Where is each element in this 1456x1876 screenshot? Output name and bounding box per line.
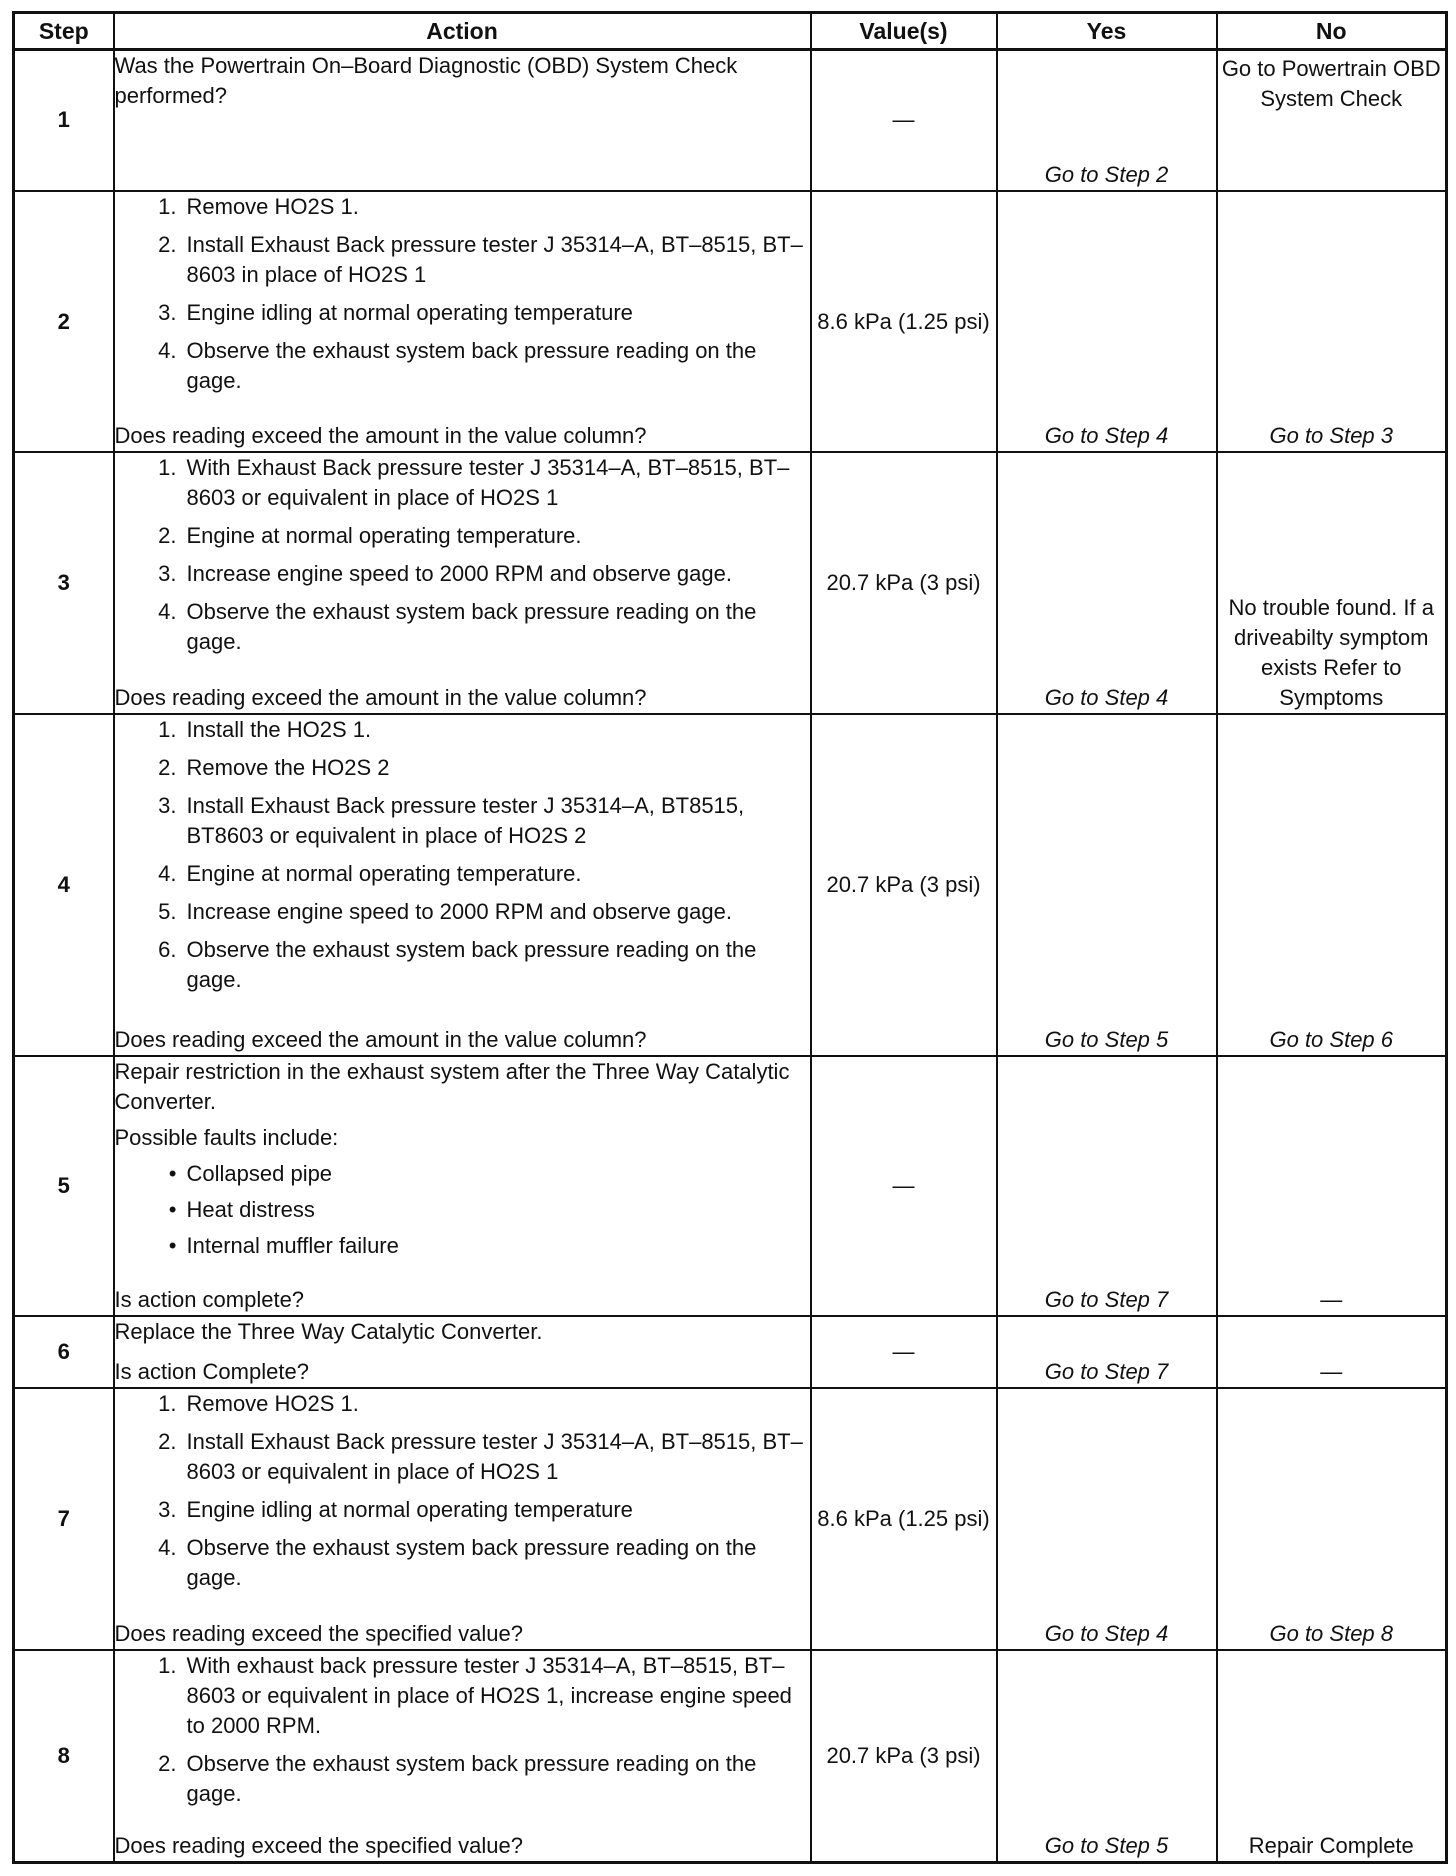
yes-result: Go to Step 4 xyxy=(997,191,1217,452)
action-steps-list xyxy=(115,1651,810,1817)
action-step-number: 4. xyxy=(158,860,177,886)
bullet-icon: • xyxy=(168,1233,177,1259)
fault-text: Heat distress xyxy=(186,1197,315,1223)
no-result: Go to Powertrain OBD System Check xyxy=(1217,50,1447,191)
action-content xyxy=(115,453,810,712)
action-step-text: Remove HO2S 1. xyxy=(186,193,359,219)
no-result: — xyxy=(1217,1316,1447,1389)
table-row xyxy=(14,714,1447,1057)
action-step-text: Install Exhaust Back pressure tester J 35314–A, BT–8515, BT–8603 or equivalent in place of HO2S 1 xyxy=(186,1429,803,1485)
header-values: Value(s) xyxy=(811,13,997,50)
action-step-text: Observe the exhaust system back pressure reading on the gage. xyxy=(186,337,757,393)
action-question: Is action Complete? xyxy=(114,1359,309,1385)
action-cell xyxy=(114,452,811,713)
action-question: Does reading exceed the amount in the value column? xyxy=(114,684,647,710)
yes-result: Go to Step 4 xyxy=(997,452,1217,713)
action-step-number: 3. xyxy=(158,1497,177,1523)
action-step-number: 4. xyxy=(158,599,177,625)
step-number: 6 xyxy=(14,1316,114,1389)
action-cell xyxy=(114,1388,811,1649)
value-cell: 20.7 kPa (3 psi) xyxy=(811,1650,997,1863)
step-number: 2 xyxy=(14,191,114,452)
table-row xyxy=(14,191,1447,452)
action-step-item xyxy=(115,715,810,745)
action-cell xyxy=(114,191,811,452)
diagnostic-table xyxy=(12,11,1448,1864)
action-step-text: Observe the exhaust system back pressure reading on the gage. xyxy=(186,599,757,655)
action-step-item xyxy=(115,1749,810,1809)
no-result: No trouble found. If a driveabilty symptom exists Refer to Symptoms xyxy=(1217,452,1447,713)
action-steps-list xyxy=(115,453,810,665)
action-step-text: Engine at normal operating temperature. xyxy=(186,860,582,886)
step-number: 8 xyxy=(14,1650,114,1863)
fault-item xyxy=(115,1195,810,1225)
action-step-item xyxy=(115,1651,810,1741)
header-step: Step xyxy=(14,13,114,50)
action-step-number: 1. xyxy=(158,1652,177,1678)
action-cell xyxy=(114,1650,811,1863)
header-action: Action xyxy=(114,13,811,50)
action-question: Does reading exceed the specified value? xyxy=(114,1833,523,1858)
action-step-number: 2. xyxy=(158,523,177,549)
action-step-number: 3. xyxy=(158,561,177,587)
action-step-text: Increase engine speed to 2000 RPM and observe gage. xyxy=(186,898,732,924)
action-step-item xyxy=(115,753,810,783)
action-content xyxy=(115,1057,810,1314)
action-text: Repair restriction in the exhaust system after the Three Way Catalytic Converter. xyxy=(114,1059,790,1115)
action-cell xyxy=(114,1056,811,1315)
action-step-text: Engine idling at normal operating temperature xyxy=(186,299,633,325)
yes-result: Go to Step 4 xyxy=(997,1388,1217,1649)
action-spacer xyxy=(115,1817,810,1831)
action-step-item xyxy=(115,1495,810,1525)
no-result: — xyxy=(1217,1056,1447,1315)
action-step-text: Observe the exhaust system back pressure reading on the gage. xyxy=(186,936,757,992)
table-row xyxy=(14,1316,1447,1389)
value-cell: — xyxy=(811,1316,997,1389)
action-step-item xyxy=(115,559,810,589)
action-step-number: 6. xyxy=(158,936,177,962)
action-content xyxy=(115,192,810,451)
action-step-text: Install Exhaust Back pressure tester J 35314–A, BT8515, BT8603 or equivalent in place of HO2S 2 xyxy=(186,792,745,848)
bullet-icon: • xyxy=(168,1161,177,1187)
action-step-item xyxy=(115,298,810,328)
action-text: Was the Powertrain On–Board Diagnostic (OBD) System Check performed? xyxy=(114,53,738,108)
value-cell: — xyxy=(811,1056,997,1315)
action-step-text: Install Exhaust Back pressure tester J 35314–A, BT–8515, BT–8603 in place of HO2S 1 xyxy=(186,231,803,287)
step-number: 5 xyxy=(14,1056,114,1315)
action-steps-list xyxy=(115,192,810,404)
fault-text: Internal muffler failure xyxy=(186,1233,399,1259)
action-step-text: With Exhaust Back pressure tester J 35314–A, BT–8515, BT–8603 or equivalent in place of HO2S 1 xyxy=(186,455,790,511)
action-step-text: Increase engine speed to 2000 RPM and observe gage. xyxy=(186,561,732,587)
action-question: Is action complete? xyxy=(114,1286,305,1312)
action-spacer xyxy=(115,1003,810,1026)
action-step-text: Observe the exhaust system back pressure reading on the gage. xyxy=(186,1750,757,1806)
yes-result: Go to Step 2 xyxy=(997,50,1217,191)
action-step-number: 2. xyxy=(158,754,177,780)
step-number: 3 xyxy=(14,452,114,713)
fault-item xyxy=(115,1231,810,1261)
table-row xyxy=(14,452,1447,713)
value-cell: 20.7 kPa (3 psi) xyxy=(811,714,997,1057)
table-row xyxy=(14,50,1447,191)
value-cell: 8.6 kPa (1.25 psi) xyxy=(811,191,997,452)
no-result: Go to Step 6 xyxy=(1217,714,1447,1057)
fault-item xyxy=(115,1159,810,1189)
action-step-text: Engine idling at normal operating temperature xyxy=(186,1497,633,1523)
action-question: Does reading exceed the amount in the value column? xyxy=(114,1027,647,1053)
step-number: 7 xyxy=(14,1388,114,1649)
no-result: Go to Step 8 xyxy=(1217,1388,1447,1649)
table-header-row xyxy=(14,13,1447,50)
action-step-number: 3. xyxy=(158,299,177,325)
step-number: 1 xyxy=(14,50,114,191)
action-step-item xyxy=(115,1389,810,1419)
yes-result: Go to Step 7 xyxy=(997,1056,1217,1315)
action-step-number: 1. xyxy=(158,1391,177,1417)
action-steps-list xyxy=(115,1389,810,1601)
yes-result: Go to Step 7 xyxy=(997,1316,1217,1389)
action-content xyxy=(115,1317,810,1388)
action-step-item xyxy=(115,192,810,222)
action-step-number: 2. xyxy=(158,1750,177,1776)
value-cell: — xyxy=(811,50,997,191)
action-step-text: With exhaust back pressure tester J 35314–A, BT–8515, BT–8603 or equivalent in place of HO2S 1, increase engine speed to 2000 RPM. xyxy=(186,1652,792,1738)
action-step-item xyxy=(115,597,810,657)
yes-result: Go to Step 5 xyxy=(997,1650,1217,1863)
action-cell xyxy=(114,1316,811,1389)
action-step-item xyxy=(115,521,810,551)
fault-list xyxy=(115,1159,810,1267)
action-step-item xyxy=(115,230,810,290)
action-content xyxy=(115,715,810,1056)
action-question: Does reading exceed the specified value? xyxy=(114,1620,523,1646)
action-step-number: 1. xyxy=(158,455,177,481)
value-cell: 20.7 kPa (3 psi) xyxy=(811,452,997,713)
action-step-number: 5. xyxy=(158,898,177,924)
action-step-text: Remove HO2S 1. xyxy=(186,1391,359,1417)
action-spacer xyxy=(115,1601,810,1618)
action-step-item xyxy=(115,453,810,513)
action-step-item xyxy=(115,1533,810,1593)
action-steps-list xyxy=(115,715,810,1003)
action-step-text: Remove the HO2S 2 xyxy=(186,754,390,780)
action-content xyxy=(115,51,810,190)
action-step-item xyxy=(115,336,810,396)
diagnostic-table-document xyxy=(12,11,1445,1864)
action-content xyxy=(115,1389,810,1648)
action-step-text: Observe the exhaust system back pressure reading on the gage. xyxy=(186,1535,757,1591)
value-cell: 8.6 kPa (1.25 psi) xyxy=(811,1388,997,1649)
action-step-number: 4. xyxy=(158,337,177,363)
action-step-text: Engine at normal operating temperature. xyxy=(186,523,582,549)
action-step-number: 2. xyxy=(158,231,177,257)
action-spacer xyxy=(115,117,810,190)
action-step-text: Install the HO2S 1. xyxy=(186,716,372,742)
action-cell xyxy=(114,714,811,1057)
action-step-item xyxy=(115,791,810,851)
bullet-icon: • xyxy=(168,1197,177,1223)
action-text: Possible faults include: xyxy=(114,1125,339,1151)
action-step-item xyxy=(115,1427,810,1487)
action-step-number: 1. xyxy=(158,193,177,219)
table-row xyxy=(14,1650,1447,1863)
action-question: Does reading exceed the amount in the value column? xyxy=(114,423,647,449)
action-cell xyxy=(114,50,811,191)
action-spacer xyxy=(115,665,810,682)
header-no: No xyxy=(1217,13,1447,50)
step-number: 4 xyxy=(14,714,114,1057)
action-step-number: 3. xyxy=(158,792,177,818)
action-text: Replace the Three Way Catalytic Converter. xyxy=(114,1318,543,1344)
no-result: Repair Complete xyxy=(1217,1650,1447,1863)
yes-result: Go to Step 5 xyxy=(997,714,1217,1057)
action-step-item xyxy=(115,935,810,995)
action-content xyxy=(115,1651,810,1861)
table-row xyxy=(14,1056,1447,1315)
action-step-number: 4. xyxy=(158,1535,177,1561)
fault-text: Collapsed pipe xyxy=(186,1161,333,1187)
action-step-item xyxy=(115,897,810,927)
action-spacer xyxy=(115,404,810,421)
no-result: Go to Step 3 xyxy=(1217,191,1447,452)
header-yes: Yes xyxy=(997,13,1217,50)
action-step-item xyxy=(115,859,810,889)
table-row xyxy=(14,1388,1447,1649)
action-spacer xyxy=(115,1267,810,1284)
action-step-number: 1. xyxy=(158,716,177,742)
action-step-number: 2. xyxy=(158,1429,177,1455)
